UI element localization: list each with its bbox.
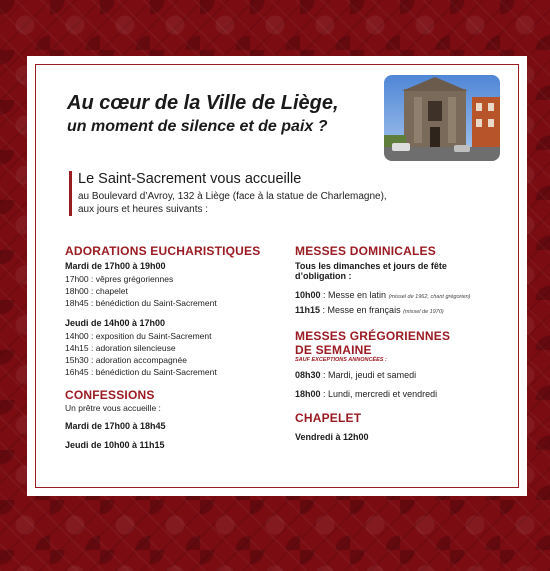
chapelet-title: CHAPELET xyxy=(295,411,362,425)
mass-time: 18h00 xyxy=(295,389,321,399)
title-line-2: un moment de silence et de paix ? xyxy=(67,118,328,135)
gregorian-title-2: DE SEMAINE xyxy=(295,343,372,357)
confessions-title: CONFESSIONS xyxy=(65,388,155,402)
gregorian-exception: SAUF EXCEPTIONS ANNONCÉES : xyxy=(295,357,387,363)
adoration-title: ADORATIONS EUCHARISTIQUES xyxy=(65,244,261,258)
mass-text: : Mardi, jeudi et samedi xyxy=(320,370,417,380)
title-line-1: Au cœur de la Ville de Liège, xyxy=(67,92,339,114)
info-card xyxy=(27,56,527,496)
adoration-tuesday-heading: Mardi de 17h00 à 19h00 xyxy=(65,261,166,271)
mass-time: 10h00 xyxy=(295,290,321,300)
adoration-tuesday-item: 18h00 : chapelet xyxy=(65,286,128,296)
adoration-thursday-item: 14h15 : adoration silencieuse xyxy=(65,343,176,353)
adoration-tuesday-item: 18h45 : bénédiction du Saint-Sacrement xyxy=(65,298,217,308)
sunday-subtitle-2: d’obligation : xyxy=(295,271,352,281)
left-column xyxy=(65,244,275,452)
gregorian-mass-morning xyxy=(295,369,505,382)
adoration-thursday-heading: Jeudi de 14h00 à 17h00 xyxy=(65,318,166,328)
gregorian-title-1: MESSES GRÉGORIENNES xyxy=(295,329,451,343)
mass-note: (missel de 1962, chant grégorien) xyxy=(388,294,471,300)
adoration-thursday-item: 14h00 : exposition du Saint-Sacrement xyxy=(65,331,212,341)
mass-text: : Messe en français xyxy=(320,305,404,315)
adoration-tuesday-item: 17h00 : vêpres grégoriennes xyxy=(65,274,174,284)
sunday-subtitle-1: Tous les dimanches et jours de fête xyxy=(295,261,447,271)
adoration-thursday-item: 15h30 : adoration accompagnée xyxy=(65,355,187,365)
sunday-mass-french xyxy=(295,304,505,319)
confessions-thursday: Jeudi de 10h00 à 11h15 xyxy=(65,440,165,450)
mass-text: : Lundi, mercredi et vendredi xyxy=(320,389,438,399)
intro-address: au Boulevard d’Avroy, 132 à Liège (face à la statue de Charlemagne), xyxy=(78,191,387,202)
church-photo xyxy=(384,75,500,161)
sunday-mass-latin xyxy=(295,289,505,304)
confessions-tuesday: Mardi de 17h00 à 18h45 xyxy=(65,421,166,431)
confessions-subtitle: Un prêtre vous accueille : xyxy=(65,403,161,413)
chapelet-time: Vendredi à 12h00 xyxy=(295,432,369,442)
gregorian-mass-evening xyxy=(295,388,505,401)
mass-time: 08h30 xyxy=(295,370,321,380)
intro-heading: Le Saint-Sacrement vous accueille xyxy=(78,171,302,187)
intro-block xyxy=(69,171,438,216)
church-photo-image xyxy=(384,75,500,161)
right-column xyxy=(295,244,505,444)
intro-days: aux jours et heures suivants : xyxy=(78,204,209,215)
mass-time: 11h15 xyxy=(295,305,321,315)
sunday-mass-title: MESSES DOMINICALES xyxy=(295,244,436,258)
adoration-thursday-item: 16h45 : bénédiction du Saint-Sacrement xyxy=(65,367,217,377)
mass-text: : Messe en latin xyxy=(320,290,389,300)
mass-note: (missel de 1970) xyxy=(403,309,444,315)
